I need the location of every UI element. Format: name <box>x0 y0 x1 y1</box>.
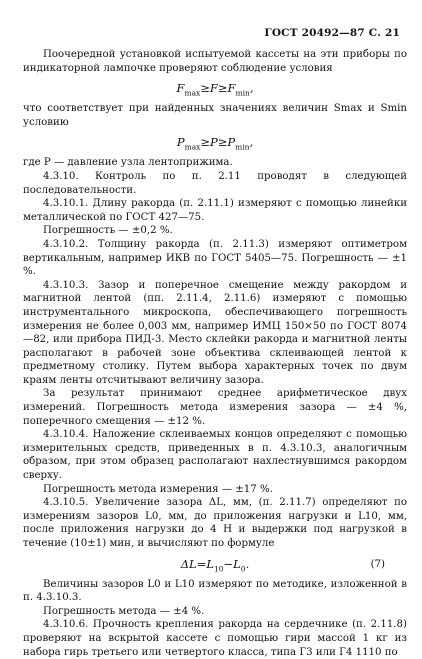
paragraph: 4.3.10.6. Прочность крепления ракорда на сердечнике (п. 2.11.8) проверяют на вскрытой кассете с помощью гири массой 1 кг из набора гирь третьего или четвертого класса, типа Г3 или Г4 1110 по <box>23 619 407 658</box>
paragraph: Величины зазоров L0 и L10 измеряют по методике, изложенной в п. 4.3.10.3. <box>23 578 407 604</box>
equation-number: (7) <box>370 558 385 570</box>
paragraph: Поочередной установкой испытуемой кассеты на эти приборы по индикаторной лампочке проверяют соблюдение условия <box>23 49 407 74</box>
formula-gap-increase: $\Delta L=L_{10}-L_0$. (7) <box>180 556 385 573</box>
paragraph: 4.3.10.1. Длину ракорда (п. 2.11.1) измеряют с помощью линейки металлической по ГОСТ 427—75. <box>23 198 407 223</box>
paragraph: 4.3.10.2. Толщину ракорда (п. 2.11.3) измеряют оптиметром вертикальным, например ИКВ по ГОСТ 5405—75. Погрешность — ±1 %. <box>23 238 407 278</box>
paragraph: Погрешность метода измерения — ±17 %. <box>43 483 273 495</box>
formula-pressure-condition: $P_{max}\ge P\ge P_{min}$, <box>176 135 254 152</box>
paragraph: что соответствует при найденных значениях величин Smax и Smin условию <box>23 103 407 128</box>
paragraph: Погрешность — ±0,2 %. <box>43 225 173 237</box>
paragraph: Погрешность метода — ±4 %. <box>43 605 205 617</box>
page-header: ГОСТ 20492—87 С. 21 <box>264 27 400 39</box>
paragraph: где P — давление узла лентоприжима. <box>23 157 233 169</box>
paragraph: 4.3.10. Контроль по п. 2.11 проводят в следующей последовательности. <box>23 170 407 196</box>
paragraph: 4.3.10.5. Увеличение зазора ΔL, мм, (п. 2.11.7) определяют по измерениям зазоров L0, мм, до приложения нагрузки и L10, мм, после приложения нагрузки до 4 Н и выдержки под нагрузкой в течение (10±1) мин, и вычисляют по формуле <box>23 497 407 549</box>
document-body <box>23 48 407 659</box>
paragraph: За результат принимают среднее арифметическое двух измерений. Погрешность метода измерения зазора — ±4 %, поперечного смещения — ±12 %. <box>23 388 407 427</box>
paragraph: 4.3.10.3. Зазор и поперечное смещение между ракордом и магнитной лентой (пп. 2.11.4, 2.11.6) измеряют с помощью инструментального микроскопа, обеспечивающего погрешность измерения не более 0,003 мм, например ИМЦ 150×50 по ГОСТ 8074—82, или прибора ПИД-3. Место склейки ракорда и магнитной ленты располагают в рабочей зоне объектива склеивающей лентой к предметному столику. Путем выбора характерных точек по двум краям ленты отсчитывают величину зазора. <box>23 279 407 386</box>
formula-force-condition: $F_{max}\ge F\ge F_{min}$, <box>176 81 254 98</box>
paragraph: 4.3.10.4. Наложение склеиваемых концов определяют с помощью измерительных средств, приведенных в п. 4.3.10.3, аналогичным образом, при этом образец располагают нахлестнувшимся ракордом сверху. <box>23 429 407 482</box>
